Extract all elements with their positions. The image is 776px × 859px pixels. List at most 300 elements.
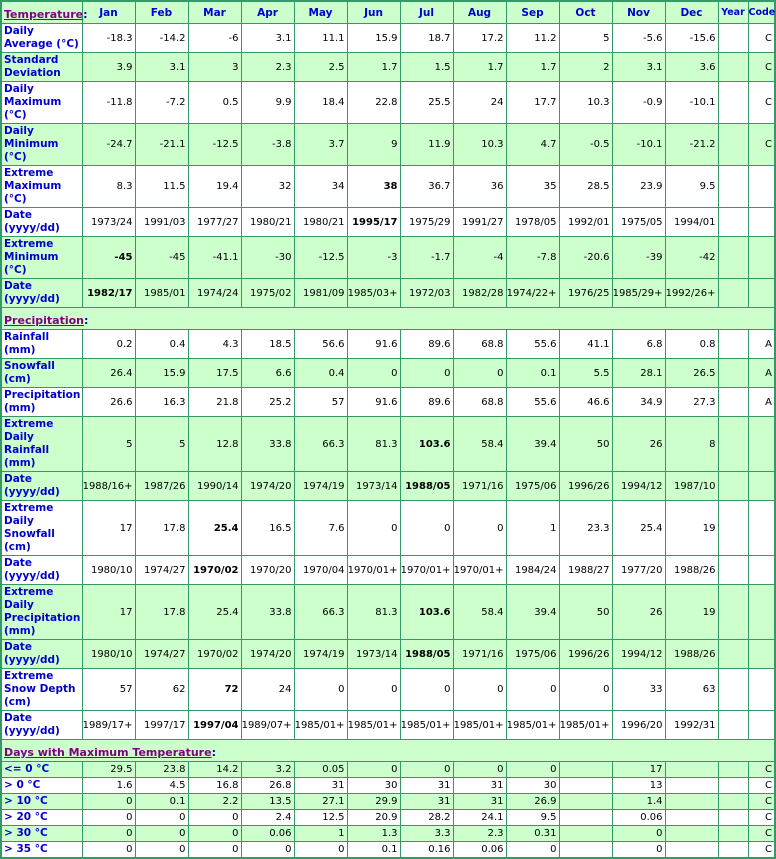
code-cell: C xyxy=(748,762,775,778)
data-cell: 17 xyxy=(612,762,665,778)
data-cell: 4.7 xyxy=(506,124,559,166)
data-cell: 103.6 xyxy=(400,417,453,472)
data-cell: 0 xyxy=(347,669,400,711)
data-cell: 24 xyxy=(241,669,294,711)
data-cell: 81.3 xyxy=(347,585,400,640)
data-cell: 3.1 xyxy=(241,24,294,53)
data-cell: -20.6 xyxy=(559,237,612,279)
year-cell xyxy=(718,359,748,388)
table-row xyxy=(1,237,775,279)
data-cell: 16.3 xyxy=(135,388,188,417)
data-cell: 0.16 xyxy=(400,842,453,859)
table-row xyxy=(1,472,775,501)
data-cell: 66.3 xyxy=(294,585,347,640)
data-cell: 0 xyxy=(559,669,612,711)
data-cell: 36.7 xyxy=(400,166,453,208)
data-cell: 10.3 xyxy=(559,82,612,124)
year-cell xyxy=(718,388,748,417)
data-cell: 1.7 xyxy=(453,53,506,82)
data-cell: 23.8 xyxy=(135,762,188,778)
code-cell: A xyxy=(748,388,775,417)
data-cell: -30 xyxy=(241,237,294,279)
data-cell: 0.4 xyxy=(135,330,188,359)
month-header: Feb xyxy=(135,1,188,24)
data-cell: 29.9 xyxy=(347,794,400,810)
data-cell: 1.4 xyxy=(612,794,665,810)
data-cell: 1985/01+ xyxy=(453,711,506,740)
data-cell: 19.4 xyxy=(188,166,241,208)
section-label: Precipitation xyxy=(4,314,84,327)
data-cell: 1974/22+ xyxy=(506,279,559,308)
data-cell: 68.8 xyxy=(453,388,506,417)
data-cell xyxy=(559,810,612,826)
data-cell: 1985/01+ xyxy=(294,711,347,740)
data-cell: 9.5 xyxy=(665,166,718,208)
data-cell: 1988/26 xyxy=(665,640,718,669)
month-header: Jun xyxy=(347,1,400,24)
data-cell: 0 xyxy=(400,669,453,711)
code-cell xyxy=(748,669,775,711)
data-cell: 11.2 xyxy=(506,24,559,53)
year-cell xyxy=(718,585,748,640)
data-cell: 0 xyxy=(400,762,453,778)
data-cell: 58.4 xyxy=(453,417,506,472)
year-cell xyxy=(718,24,748,53)
data-cell: 1994/01 xyxy=(665,208,718,237)
data-cell: 91.6 xyxy=(347,330,400,359)
data-cell: 3.2 xyxy=(241,762,294,778)
data-cell: 1972/03 xyxy=(400,279,453,308)
data-cell: 25.4 xyxy=(188,585,241,640)
data-cell: -3.8 xyxy=(241,124,294,166)
data-cell: 0.8 xyxy=(665,330,718,359)
data-cell: 33.8 xyxy=(241,585,294,640)
data-cell: 1991/27 xyxy=(453,208,506,237)
code-cell: C xyxy=(748,842,775,859)
month-header: Sep xyxy=(506,1,559,24)
data-cell xyxy=(665,842,718,859)
data-cell: 1996/20 xyxy=(612,711,665,740)
table-row xyxy=(1,669,775,711)
data-cell: 1970/01+ xyxy=(400,556,453,585)
section-row xyxy=(1,308,775,330)
table-row xyxy=(1,53,775,82)
data-cell: 33.8 xyxy=(241,417,294,472)
data-cell: 1992/31 xyxy=(665,711,718,740)
data-cell: 1985/01+ xyxy=(559,711,612,740)
data-cell: 17.2 xyxy=(453,24,506,53)
section-label: Temperature xyxy=(4,8,84,21)
data-cell: 1.3 xyxy=(347,826,400,842)
data-cell: 18.7 xyxy=(400,24,453,53)
data-cell: 0.4 xyxy=(294,359,347,388)
data-cell: 11.1 xyxy=(294,24,347,53)
data-cell: 7.6 xyxy=(294,501,347,556)
data-cell: 12.5 xyxy=(294,810,347,826)
data-cell: 5.5 xyxy=(559,359,612,388)
row-label: Daily Average (°C) xyxy=(1,24,82,53)
data-cell: 1985/01 xyxy=(135,279,188,308)
data-cell: 28.5 xyxy=(559,166,612,208)
code-cell: C xyxy=(748,82,775,124)
data-cell: 0.1 xyxy=(347,842,400,859)
year-cell xyxy=(718,472,748,501)
table-header xyxy=(1,1,775,24)
data-cell: 0.2 xyxy=(82,330,135,359)
data-cell: 3 xyxy=(188,53,241,82)
table-row xyxy=(1,417,775,472)
row-label: Extreme Minimum (°C) xyxy=(1,237,82,279)
data-cell: -11.8 xyxy=(82,82,135,124)
data-cell: -7.8 xyxy=(506,237,559,279)
section-header xyxy=(1,308,775,330)
data-cell: 3.6 xyxy=(665,53,718,82)
data-cell: 0 xyxy=(506,842,559,859)
data-cell: 1997/17 xyxy=(135,711,188,740)
data-cell: 1980/10 xyxy=(82,556,135,585)
data-cell xyxy=(559,842,612,859)
data-cell: 1970/01+ xyxy=(453,556,506,585)
data-cell: 46.6 xyxy=(559,388,612,417)
row-label: Date (yyyy/dd) xyxy=(1,711,82,740)
data-cell: 1970/02 xyxy=(188,556,241,585)
data-cell: -12.5 xyxy=(188,124,241,166)
data-cell: 1973/14 xyxy=(347,640,400,669)
year-cell xyxy=(718,501,748,556)
year-cell xyxy=(718,640,748,669)
data-cell: 1989/07+ xyxy=(241,711,294,740)
row-label: Date (yyyy/dd) xyxy=(1,279,82,308)
data-cell xyxy=(665,826,718,842)
code-cell: C xyxy=(748,778,775,794)
data-cell: 21.8 xyxy=(188,388,241,417)
data-cell: 1974/19 xyxy=(294,472,347,501)
data-cell xyxy=(559,794,612,810)
data-cell: 39.4 xyxy=(506,585,559,640)
data-cell: 1974/27 xyxy=(135,640,188,669)
data-cell: 3.1 xyxy=(612,53,665,82)
year-cell xyxy=(718,794,748,810)
data-cell: 12.8 xyxy=(188,417,241,472)
data-cell: 26.5 xyxy=(665,359,718,388)
data-cell: 0 xyxy=(453,669,506,711)
data-cell: -21.1 xyxy=(135,124,188,166)
data-cell: 0 xyxy=(347,359,400,388)
data-cell: 0 xyxy=(506,669,559,711)
data-cell: 35 xyxy=(506,166,559,208)
data-cell: 2.5 xyxy=(294,53,347,82)
data-cell: 13 xyxy=(612,778,665,794)
data-cell: 1981/09 xyxy=(294,279,347,308)
data-cell: 1975/02 xyxy=(241,279,294,308)
data-cell: 1995/17 xyxy=(347,208,400,237)
data-cell: 8 xyxy=(665,417,718,472)
data-cell: 0.06 xyxy=(453,842,506,859)
data-cell: 1980/10 xyxy=(82,640,135,669)
data-cell: 3.1 xyxy=(135,53,188,82)
data-cell: 1994/12 xyxy=(612,472,665,501)
data-cell: -7.2 xyxy=(135,82,188,124)
data-cell: 1977/20 xyxy=(612,556,665,585)
data-cell: 63 xyxy=(665,669,718,711)
data-cell: 15.9 xyxy=(347,24,400,53)
row-label: Extreme Maximum (°C) xyxy=(1,166,82,208)
data-cell: -4 xyxy=(453,237,506,279)
data-cell: 28.1 xyxy=(612,359,665,388)
table-row xyxy=(1,711,775,740)
data-cell: 1985/01+ xyxy=(347,711,400,740)
data-cell: 1974/19 xyxy=(294,640,347,669)
month-header: Apr xyxy=(241,1,294,24)
data-cell: 0 xyxy=(82,842,135,859)
table-row xyxy=(1,82,775,124)
year-cell xyxy=(718,762,748,778)
month-header: May xyxy=(294,1,347,24)
data-cell xyxy=(665,762,718,778)
data-cell: -41.1 xyxy=(188,237,241,279)
table-row xyxy=(1,208,775,237)
table-row xyxy=(1,826,775,842)
data-cell: 25.2 xyxy=(241,388,294,417)
data-cell: 1982/17 xyxy=(82,279,135,308)
code-cell xyxy=(748,501,775,556)
data-cell: 1984/24 xyxy=(506,556,559,585)
data-cell: 1971/16 xyxy=(453,640,506,669)
data-cell: 1996/26 xyxy=(559,640,612,669)
data-cell: 0 xyxy=(453,762,506,778)
data-cell: 1974/20 xyxy=(241,472,294,501)
table-body xyxy=(1,24,775,859)
row-label: Daily Maximum (°C) xyxy=(1,82,82,124)
data-cell: 26.8 xyxy=(241,778,294,794)
data-cell: 0.5 xyxy=(188,82,241,124)
data-cell xyxy=(665,794,718,810)
data-cell: 1990/14 xyxy=(188,472,241,501)
data-cell: 91.6 xyxy=(347,388,400,417)
row-label: Extreme Daily Precipitation (mm) xyxy=(1,585,82,640)
data-cell: 8.3 xyxy=(82,166,135,208)
data-cell: 1975/29 xyxy=(400,208,453,237)
month-header: Jan xyxy=(82,1,135,24)
data-cell: 57 xyxy=(294,388,347,417)
table-row xyxy=(1,24,775,53)
data-cell: 0 xyxy=(612,842,665,859)
section-header xyxy=(1,740,775,762)
data-cell: 58.4 xyxy=(453,585,506,640)
data-cell: 23.3 xyxy=(559,501,612,556)
row-label: Daily Minimum (°C) xyxy=(1,124,82,166)
year-cell xyxy=(718,810,748,826)
data-cell: 1982/28 xyxy=(453,279,506,308)
data-cell: 4.5 xyxy=(135,778,188,794)
data-cell: 1970/01+ xyxy=(347,556,400,585)
data-cell: 5 xyxy=(135,417,188,472)
data-cell: 103.6 xyxy=(400,585,453,640)
code-cell xyxy=(748,279,775,308)
data-cell: 0 xyxy=(188,842,241,859)
data-cell: 0 xyxy=(82,826,135,842)
data-cell: 31 xyxy=(453,778,506,794)
data-cell: 2.2 xyxy=(188,794,241,810)
table-row xyxy=(1,762,775,778)
data-cell: 5 xyxy=(82,417,135,472)
data-cell: 20.9 xyxy=(347,810,400,826)
data-cell: 0.06 xyxy=(241,826,294,842)
row-label: Precipitation (mm) xyxy=(1,388,82,417)
year-cell xyxy=(718,826,748,842)
data-cell: 1997/04 xyxy=(188,711,241,740)
data-cell: 1989/17+ xyxy=(82,711,135,740)
data-cell: 1985/03+ xyxy=(347,279,400,308)
data-cell: 5 xyxy=(559,24,612,53)
year-cell xyxy=(718,124,748,166)
data-cell xyxy=(559,778,612,794)
data-cell: 0 xyxy=(82,794,135,810)
data-cell: 2.3 xyxy=(241,53,294,82)
data-cell: 0 xyxy=(135,826,188,842)
data-cell: 25.5 xyxy=(400,82,453,124)
data-cell: -10.1 xyxy=(612,124,665,166)
data-cell: 1.7 xyxy=(347,53,400,82)
row-label: > 30 °C xyxy=(1,826,82,842)
code-cell xyxy=(748,556,775,585)
data-cell: 50 xyxy=(559,417,612,472)
data-cell: 2 xyxy=(559,53,612,82)
month-header: Jul xyxy=(400,1,453,24)
data-cell: 1976/25 xyxy=(559,279,612,308)
data-cell: 0.31 xyxy=(506,826,559,842)
year-cell xyxy=(718,237,748,279)
data-cell: 1 xyxy=(294,826,347,842)
section-label: Days with Maximum Temperature xyxy=(4,746,212,759)
data-cell: 66.3 xyxy=(294,417,347,472)
section-colon: : xyxy=(211,746,216,759)
data-cell: 14.2 xyxy=(188,762,241,778)
data-cell: 34.9 xyxy=(612,388,665,417)
data-cell: 11.5 xyxy=(135,166,188,208)
row-label: Extreme Daily Snowfall (cm) xyxy=(1,501,82,556)
table-row xyxy=(1,640,775,669)
year-header: Year xyxy=(718,1,748,24)
data-cell: 3.3 xyxy=(400,826,453,842)
data-cell: 9.5 xyxy=(506,810,559,826)
data-cell: 9.9 xyxy=(241,82,294,124)
code-cell xyxy=(748,711,775,740)
data-cell: 72 xyxy=(188,669,241,711)
data-cell: 1.7 xyxy=(506,53,559,82)
row-label: Extreme Snow Depth (cm) xyxy=(1,669,82,711)
data-cell: 1974/27 xyxy=(135,556,188,585)
data-cell: 3.9 xyxy=(82,53,135,82)
year-cell xyxy=(718,556,748,585)
data-cell: -12.5 xyxy=(294,237,347,279)
month-header: Mar xyxy=(188,1,241,24)
data-cell: 26 xyxy=(612,417,665,472)
data-cell: 1.5 xyxy=(400,53,453,82)
data-cell: 1980/21 xyxy=(241,208,294,237)
data-cell: 0 xyxy=(400,359,453,388)
data-cell: 17.8 xyxy=(135,585,188,640)
code-cell xyxy=(748,417,775,472)
table-row xyxy=(1,778,775,794)
code-cell xyxy=(748,640,775,669)
data-cell: 1970/02 xyxy=(188,640,241,669)
data-cell: 29.5 xyxy=(82,762,135,778)
data-cell: 31 xyxy=(400,778,453,794)
data-cell: 68.8 xyxy=(453,330,506,359)
code-cell: C xyxy=(748,124,775,166)
year-cell xyxy=(718,208,748,237)
data-cell: 1971/16 xyxy=(453,472,506,501)
data-cell: 89.6 xyxy=(400,388,453,417)
data-cell: 62 xyxy=(135,669,188,711)
data-cell xyxy=(665,810,718,826)
data-cell: 1987/10 xyxy=(665,472,718,501)
data-cell: -15.6 xyxy=(665,24,718,53)
data-cell: 0 xyxy=(135,810,188,826)
data-cell: 57 xyxy=(82,669,135,711)
data-cell: 1987/26 xyxy=(135,472,188,501)
table-row xyxy=(1,794,775,810)
data-cell: 55.6 xyxy=(506,388,559,417)
data-cell: 1991/03 xyxy=(135,208,188,237)
data-cell xyxy=(559,762,612,778)
data-cell: 1978/05 xyxy=(506,208,559,237)
data-cell: 17 xyxy=(82,585,135,640)
data-cell: -45 xyxy=(82,237,135,279)
data-cell: 1.6 xyxy=(82,778,135,794)
data-cell: 1988/05 xyxy=(400,472,453,501)
data-cell: 0.1 xyxy=(506,359,559,388)
data-cell: 25.4 xyxy=(188,501,241,556)
year-cell xyxy=(718,417,748,472)
data-cell: 1994/12 xyxy=(612,640,665,669)
row-label: Date (yyyy/dd) xyxy=(1,640,82,669)
data-cell: 18.4 xyxy=(294,82,347,124)
data-cell: 0 xyxy=(347,501,400,556)
data-cell: 18.5 xyxy=(241,330,294,359)
data-cell: 19 xyxy=(665,501,718,556)
code-cell xyxy=(748,472,775,501)
data-cell: 24.1 xyxy=(453,810,506,826)
data-cell: 1980/21 xyxy=(294,208,347,237)
data-cell: 50 xyxy=(559,585,612,640)
code-cell xyxy=(748,237,775,279)
data-cell: 19 xyxy=(665,585,718,640)
data-cell: 17.7 xyxy=(506,82,559,124)
data-cell: 0.06 xyxy=(612,810,665,826)
year-cell xyxy=(718,53,748,82)
data-cell: 27.1 xyxy=(294,794,347,810)
data-cell: 3.7 xyxy=(294,124,347,166)
year-cell xyxy=(718,330,748,359)
row-label: > 35 °C xyxy=(1,842,82,859)
month-header: Dec xyxy=(665,1,718,24)
data-cell: 26.4 xyxy=(82,359,135,388)
data-cell: 16.5 xyxy=(241,501,294,556)
data-cell: 16.8 xyxy=(188,778,241,794)
code-cell xyxy=(748,208,775,237)
code-header: Code xyxy=(748,1,775,24)
data-cell: 0 xyxy=(453,501,506,556)
data-cell: 10.3 xyxy=(453,124,506,166)
data-cell: 11.9 xyxy=(400,124,453,166)
table-row xyxy=(1,279,775,308)
data-cell: 41.1 xyxy=(559,330,612,359)
row-label: Rainfall (mm) xyxy=(1,330,82,359)
code-cell: C xyxy=(748,24,775,53)
code-cell: C xyxy=(748,794,775,810)
